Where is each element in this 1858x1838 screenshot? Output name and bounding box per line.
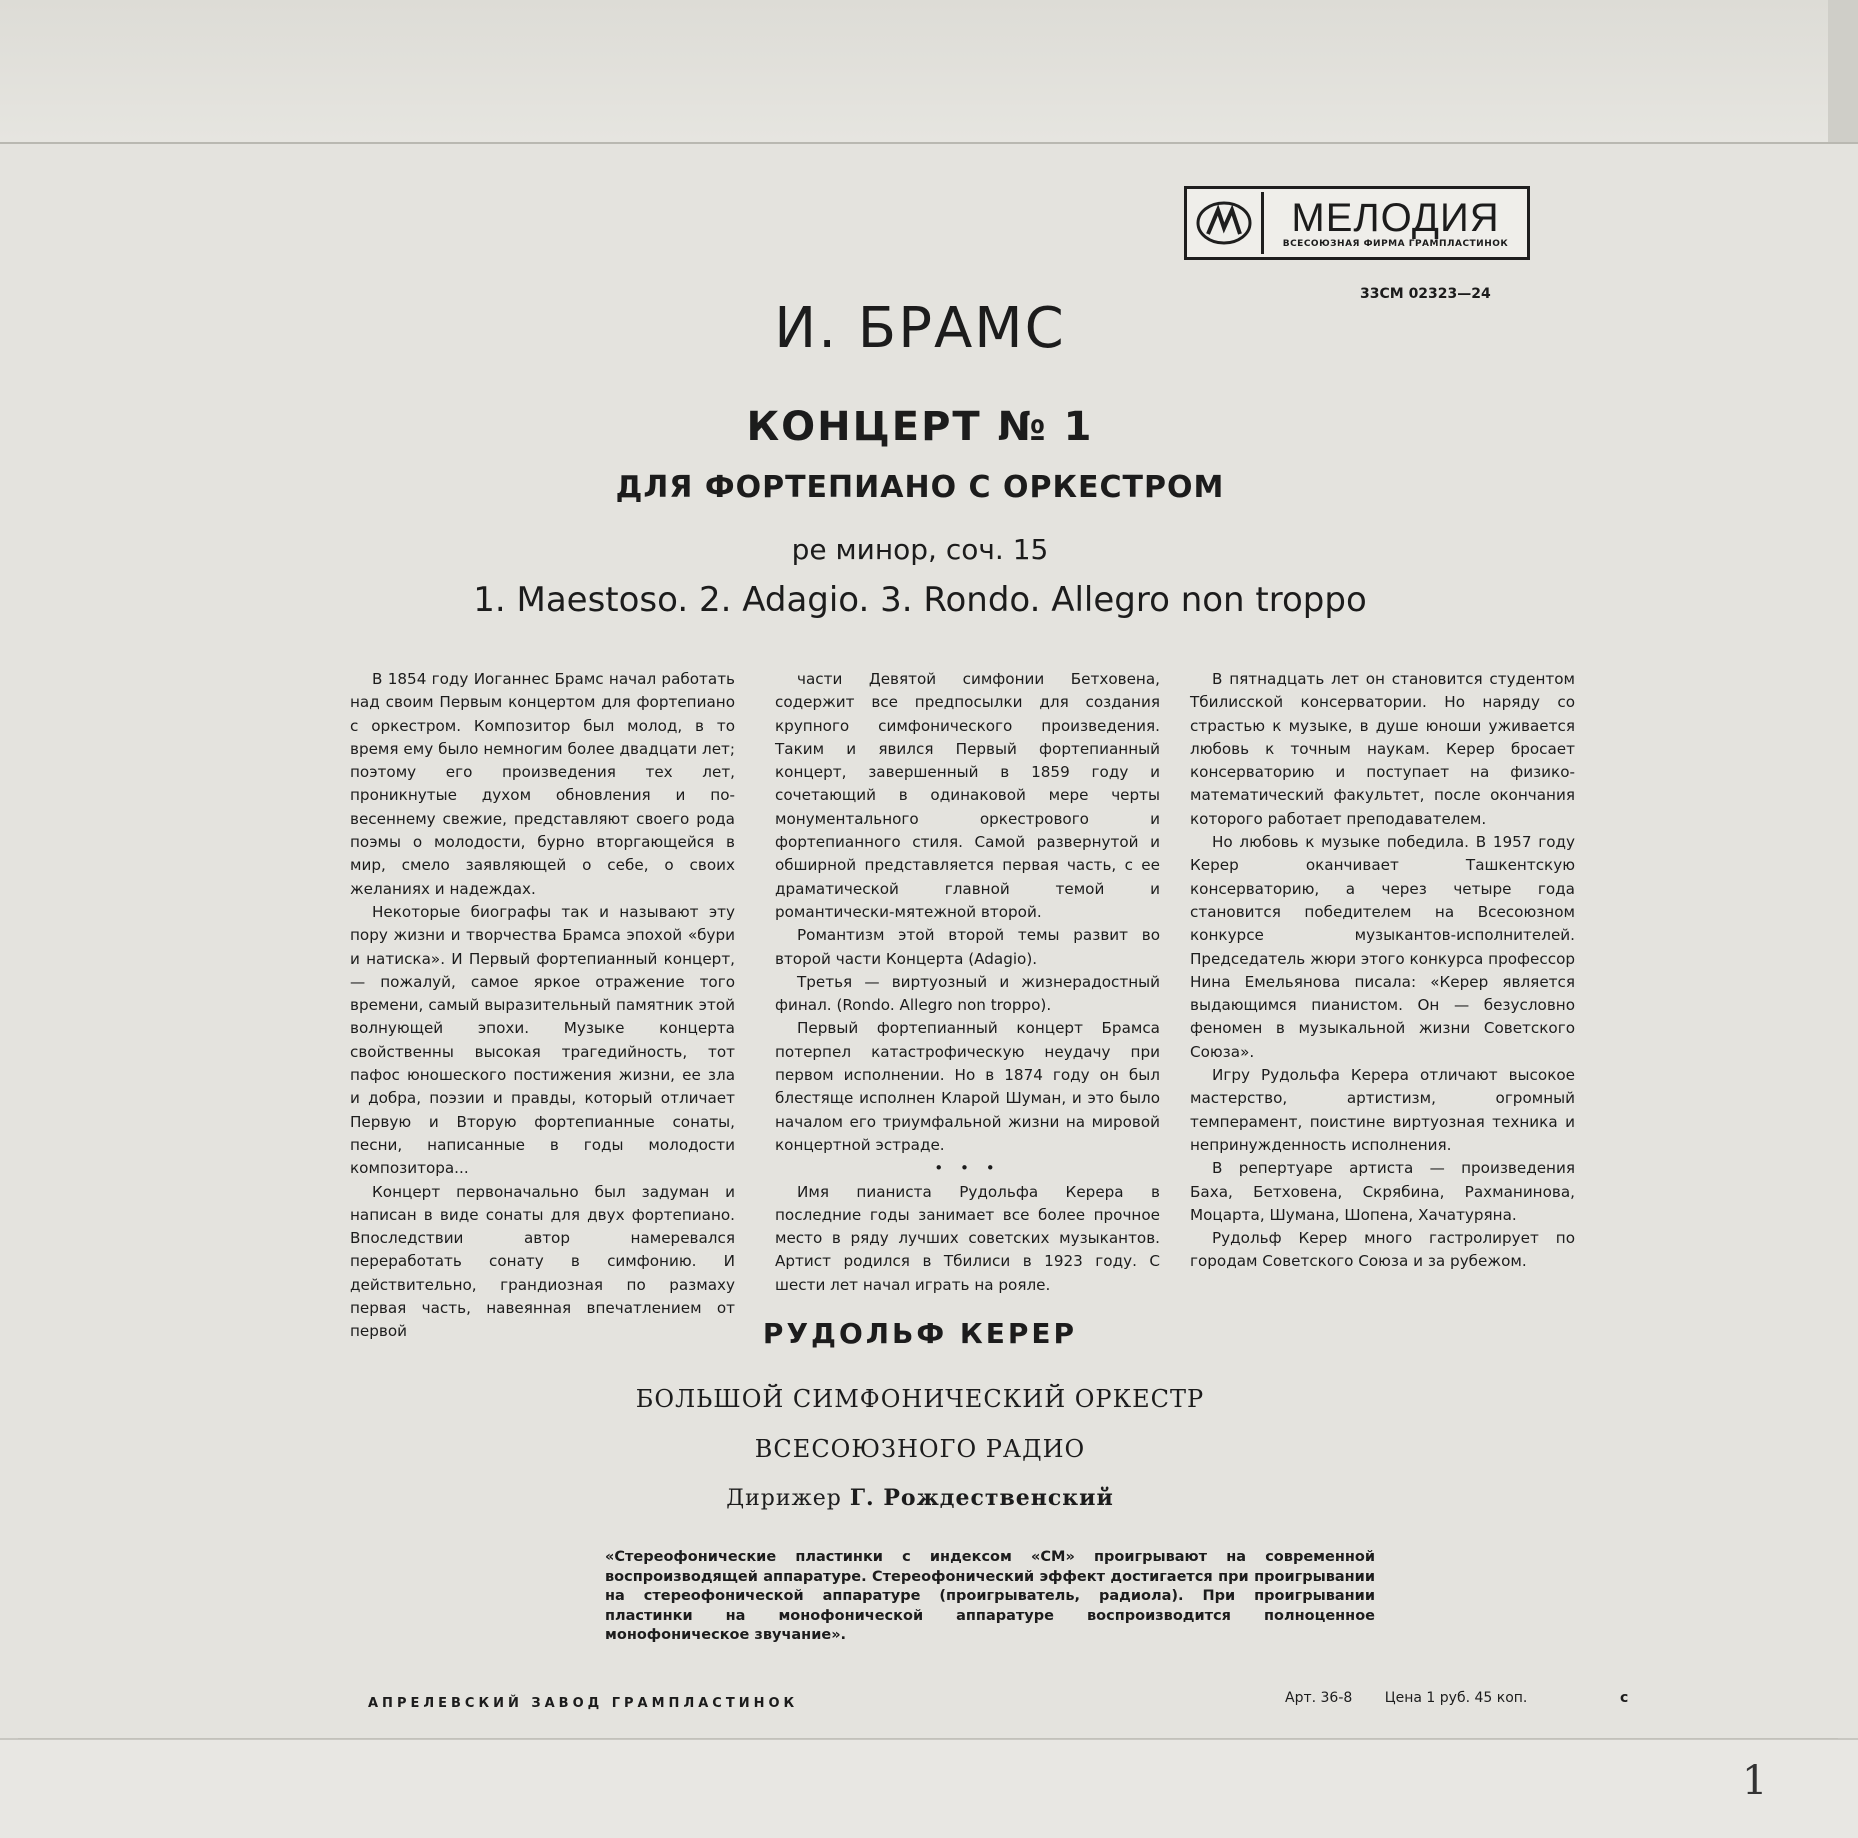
paragraph: Но любовь к музыке победила. В 1957 году Керер оканчивает Ташкентскую консерваторию, а через четыре года становится победителем на Всесоюзном конкурсе музыкантов-исполнителей. Председатель жюри этого конкурса профессор Нина Емельянова писала: «Керер является выдающимся пианистом. Он — безусловно феномен в музыкальной жизни Советского Союза». xyxy=(1190,833,1575,1061)
conductor-label: Дирижер xyxy=(726,1486,842,1511)
paragraph: части Девятой симфонии Бетховена, содержит все предпосылки для создания крупного симфонического произведения. Таким и явился Первый фортепианный концерт, завершенный в 1859 году и сочетающий в одинаковой мере черты монументального оркестрового и фортепианного стиля. Самой развернутой и обширной представляется первая часть, с ее драматической главной темой и романтически-мятежной второй. xyxy=(775,670,1160,921)
paragraph: В пятнадцать лет он становится студентом Тбилисской консерватории. Но наряду со страстью к музыке, в душе юноши уживается любовь к точным наукам. Керер бросает консерваторию и поступает на физико-математический факультет, после окончания которого работает преподавателем. xyxy=(1190,670,1575,828)
paragraph: В репертуаре артиста — произведения Баха, Бетховена, Скрябина, Рахманинова, Моцарта, Шумана, Шопена, Хачатуряна. xyxy=(1190,1159,1575,1224)
composer-title: И. БРАМС xyxy=(774,296,1066,361)
liner-notes-column-3 xyxy=(1190,668,1575,1274)
brand-subtitle: ВСЕСОЮЗНАЯ ФИРМА ГРАМПЛАСТИНОК xyxy=(1282,239,1509,249)
paragraph: Романтизм этой второй темы развит во второй части Концерта (Adagio). xyxy=(775,926,1160,968)
movements-list: 1. Maestoso. 2. Adagio. 3. Rondo. Allegro non troppo xyxy=(473,580,1367,620)
paragraph: Концерт первоначально был задуман и написан в виде сонаты для двух фортепиано. Впоследствии автор намеревался переработать сонату в симфонию. И действительно, грандиозная по размаху первая часть, навеянная впечатлением от первой xyxy=(350,1182,735,1341)
corner-handwritten-mark: 1 xyxy=(1742,1758,1768,1804)
work-title: КОНЦЕРТ № 1 xyxy=(746,404,1094,450)
orchestra-line-1: БОЛЬШОЙ СИМФОНИЧЕСКИЙ ОРКЕСТР xyxy=(635,1385,1205,1413)
sleeve-flap-edge xyxy=(1828,0,1858,142)
brand-name: МЕЛОДИЯ xyxy=(1291,196,1500,240)
stereo-note: «Стереофонические пластинки с индексом «СМ» проигрывают на современной воспроизводящей аппаратуре. Стереофонический эффект достигается при проигрывании на стереофонической аппаратуре (проигрыватель, радиола). При проигрывании пластинки на монофонической аппаратуре воспроизводится полноценное монофоническое звучание». xyxy=(605,1549,1375,1643)
melodiya-logo-icon xyxy=(1187,192,1264,254)
conductor-credit xyxy=(300,1485,1540,1511)
paragraph: Первый фортепианный концерт Брамса потерпел катастрофическую неудачу при первом исполнении. Но в 1874 году он был блестяще исполнен Кларой Шуман, и это было началом его триумфальной жизни на мировой концертной эстраде. xyxy=(775,1019,1160,1154)
performer-name: РУДОЛЬФ КЕРЕР xyxy=(762,1317,1078,1350)
section-divider: • • • xyxy=(934,1159,1001,1178)
paragraph: В 1854 году Иоганнес Брамс начал работать над своим Первым концертом для фортепиано с оркестром. Композитор был молод, в то время ему было немногим более двадцати лет; поэтому его произведения тех лет, проникнутые духом обновления и по-весеннему свежие, представляют своего рода поэмы о молодости, бурно вторгающейся в мир, смело заявляющей о себе, о своих желаниях и надеждах. xyxy=(350,670,735,898)
price-info xyxy=(1285,1690,1555,1706)
article-number: Арт. 36-8 xyxy=(1285,1690,1353,1706)
work-subtitle: ДЛЯ ФОРТЕПИАНО С ОРКЕСТРОМ xyxy=(615,470,1225,505)
sleeve-bottom-edge xyxy=(18,1738,1838,1739)
sleeve-flap xyxy=(0,0,1858,144)
paragraph: Имя пианиста Рудольфа Керера в последние годы занимает все более прочное место в ряду лучших советских музыкантов. Артист родился в Тбилиси в 1923 году. С шести лет начал играть на рояле. xyxy=(775,1182,1160,1294)
catalog-number: 33СМ 02323—24 xyxy=(1360,286,1491,302)
liner-notes-column-1 xyxy=(350,668,735,1344)
mark-letter: с xyxy=(1620,1690,1629,1706)
paragraph: Рудольф Керер много гастролирует по городам Советского Союза и за рубежом. xyxy=(1190,1229,1575,1271)
liner-notes-column-2 xyxy=(775,668,1160,1297)
sleeve-bottom-band xyxy=(0,1738,1858,1838)
plant-name: АПРЕЛЕВСКИЙ ЗАВОД ГРАМПЛАСТИНОК xyxy=(368,1696,799,1711)
paragraph: Игру Рудольфа Керера отличают высокое мастерство, артистизм, огромный темперамент, поистине виртуозная техника и непринужденность исполнения. xyxy=(1190,1066,1575,1154)
price: Цена 1 руб. 45 коп. xyxy=(1384,1690,1528,1706)
paragraph: Третья — виртуозный и жизнерадостный финал. (Rondo. Allegro non troppo). xyxy=(775,972,1160,1015)
melodiya-logo xyxy=(1184,186,1530,260)
work-key: ре минор, соч. 15 xyxy=(791,533,1049,566)
paragraph: Некоторые биографы так и называют эту пору жизни и творчества Брамса эпохой «бури и натиска». И Первый фортепианный концерт, — пожалуй, самое яркое отражение того времени, самый выразительный памятник этой волнующей эпохи. Музыке концерта свойственны высокая трагедийность, тот пафос юношеского постижения жизни, ее зла и добра, поэзии и правды, который отличает Первую и Вторую фортепианные сонаты, песни, написанные в годы молодости композитора... xyxy=(350,902,735,1178)
conductor-name: Г. Рождественский xyxy=(849,1485,1114,1511)
orchestra-line-2: ВСЕСОЮЗНОГО РАДИО xyxy=(754,1435,1086,1463)
